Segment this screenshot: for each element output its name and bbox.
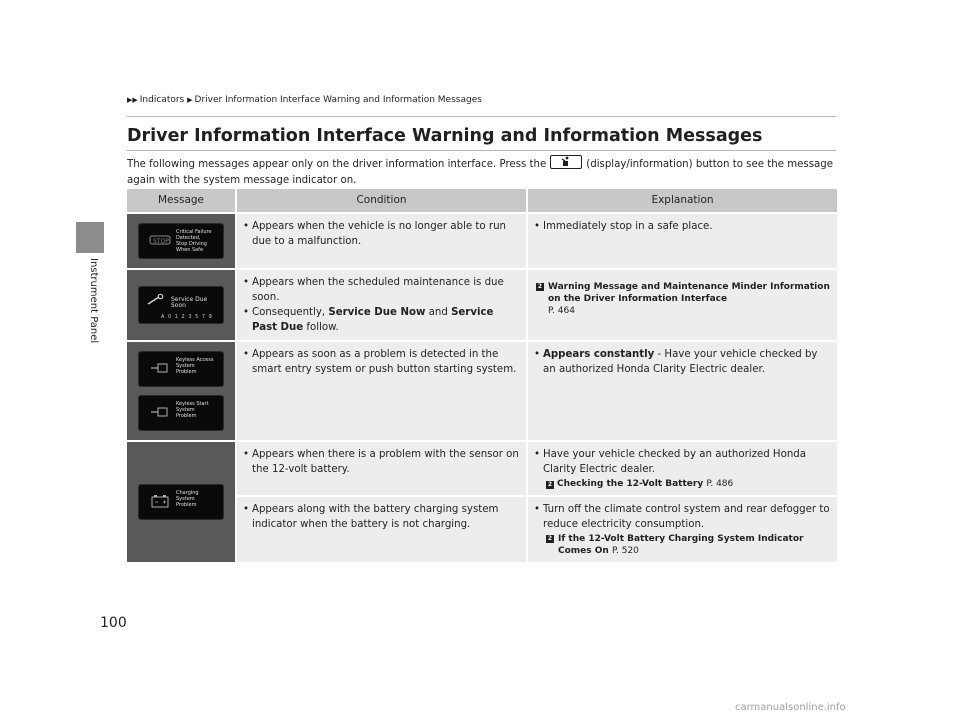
explanation-cell	[528, 440, 837, 495]
wrench-icon	[145, 293, 167, 307]
page-number: 100	[100, 615, 127, 631]
message-image-cell	[127, 268, 237, 340]
screen-text: Service Due Soon	[171, 296, 208, 309]
table-row-critical	[127, 212, 837, 268]
condition-item: • Consequently, Service Due Now and Service Past Due follow.	[243, 305, 520, 335]
message-image-cell	[127, 440, 237, 562]
screen-text: Critical Failure Detected, Stop Driving When Safe	[176, 229, 212, 253]
condition-item: • Appears when there is a problem with the sensor on the 12-volt battery.	[243, 447, 520, 477]
condition-cell	[237, 212, 528, 268]
cross-reference-link[interactable]: 2 Checking the 12-Volt Battery P. 486	[547, 479, 734, 489]
chapter-tab	[76, 222, 104, 253]
page-title: Driver Information Interface Warning and Information Messages	[127, 126, 763, 146]
reference-arrow-icon: 2	[547, 481, 553, 488]
breadcrumb-arrow-icon: ▶▶	[127, 96, 138, 104]
message-image-cell	[127, 340, 237, 440]
table-row-charging-a	[127, 440, 837, 495]
header-divider	[127, 116, 836, 117]
message-image-cell	[127, 212, 237, 268]
breadcrumb-item-current[interactable]: Driver Information Interface Warning and Information Messages	[194, 95, 482, 105]
intro-before: The following messages appear only on the driver information interface. Press the	[127, 159, 547, 170]
table-row-service	[127, 268, 837, 340]
screen-text: Keyless Start System Problem	[176, 401, 209, 419]
explanation-item: • Turn off the climate control system and rear defogger to reduce electricity consumption.	[534, 502, 831, 532]
condition-cell	[237, 440, 528, 495]
cross-reference-link[interactable]: 2 Warning Message and Maintenance Minder Information on the Driver Information Interface P. 464	[537, 282, 830, 316]
condition-cell	[237, 340, 528, 440]
condition-item: • Appears as soon as a problem is detected in the smart entry system or push button starting system.	[243, 347, 520, 377]
condition-cell	[237, 495, 528, 562]
explanation-cell	[528, 212, 837, 268]
title-divider	[127, 150, 836, 151]
watermark: carmanualsonline.info	[735, 702, 846, 713]
intro-after: (display/information) button to see the message again with the system message indicator on.	[127, 159, 833, 186]
svg-text:STOP: STOP	[153, 238, 169, 245]
key-icon	[149, 405, 171, 419]
condition-item: • Appears when the vehicle is no longer able to run due to a malfunction.	[243, 219, 520, 249]
condition-item: • Appears along with the battery charging system indicator when the battery is not charging.	[243, 502, 520, 532]
breadcrumb	[127, 95, 482, 105]
intro-paragraph	[127, 155, 839, 189]
explanation-cell	[528, 268, 837, 340]
keyless-start-screen	[138, 395, 224, 431]
table-row-keyless	[127, 340, 837, 440]
header-message: Message	[127, 189, 237, 212]
reference-arrow-icon: 2	[547, 535, 553, 542]
cross-reference-link[interactable]: 2 If the 12-Volt Battery Charging System Indicator Comes On P. 520	[547, 534, 804, 556]
header-condition: Condition	[237, 189, 528, 212]
maintenance-code: A 0 1 2 3 5 7 9	[161, 314, 213, 320]
condition-cell	[237, 268, 528, 340]
screen-text: Charging System Problem	[176, 490, 199, 508]
messages-table	[127, 189, 837, 562]
reference-arrow-icon: 2	[537, 283, 543, 290]
explanation-item: • Appears constantly - Have your vehicle checked by an authorized Honda Clarity Electric dealer.	[534, 347, 831, 377]
breadcrumb-item-indicators[interactable]: Indicators	[139, 95, 185, 105]
key-icon	[149, 361, 171, 375]
critical-failure-screen	[138, 223, 224, 259]
screen-text: Keyless Access System Problem	[176, 357, 214, 375]
explanation-cell	[528, 340, 837, 440]
service-due-screen	[138, 286, 224, 324]
battery-icon	[149, 494, 171, 508]
explanation-item: • Have your vehicle checked by an authorized Honda Clarity Electric dealer.	[534, 447, 831, 477]
info-button-icon	[550, 155, 582, 169]
explanation-cell	[528, 495, 837, 562]
header-explanation: Explanation	[528, 189, 837, 212]
breadcrumb-arrow-icon: ▶	[187, 96, 193, 104]
keyless-access-screen	[138, 351, 224, 387]
chapter-label: Instrument Panel	[88, 258, 99, 344]
charging-system-screen	[138, 484, 224, 520]
stop-icon	[149, 233, 171, 247]
explanation-item: • Immediately stop in a safe place.	[534, 219, 831, 234]
condition-item: • Appears when the scheduled maintenance is due soon.	[243, 275, 520, 305]
